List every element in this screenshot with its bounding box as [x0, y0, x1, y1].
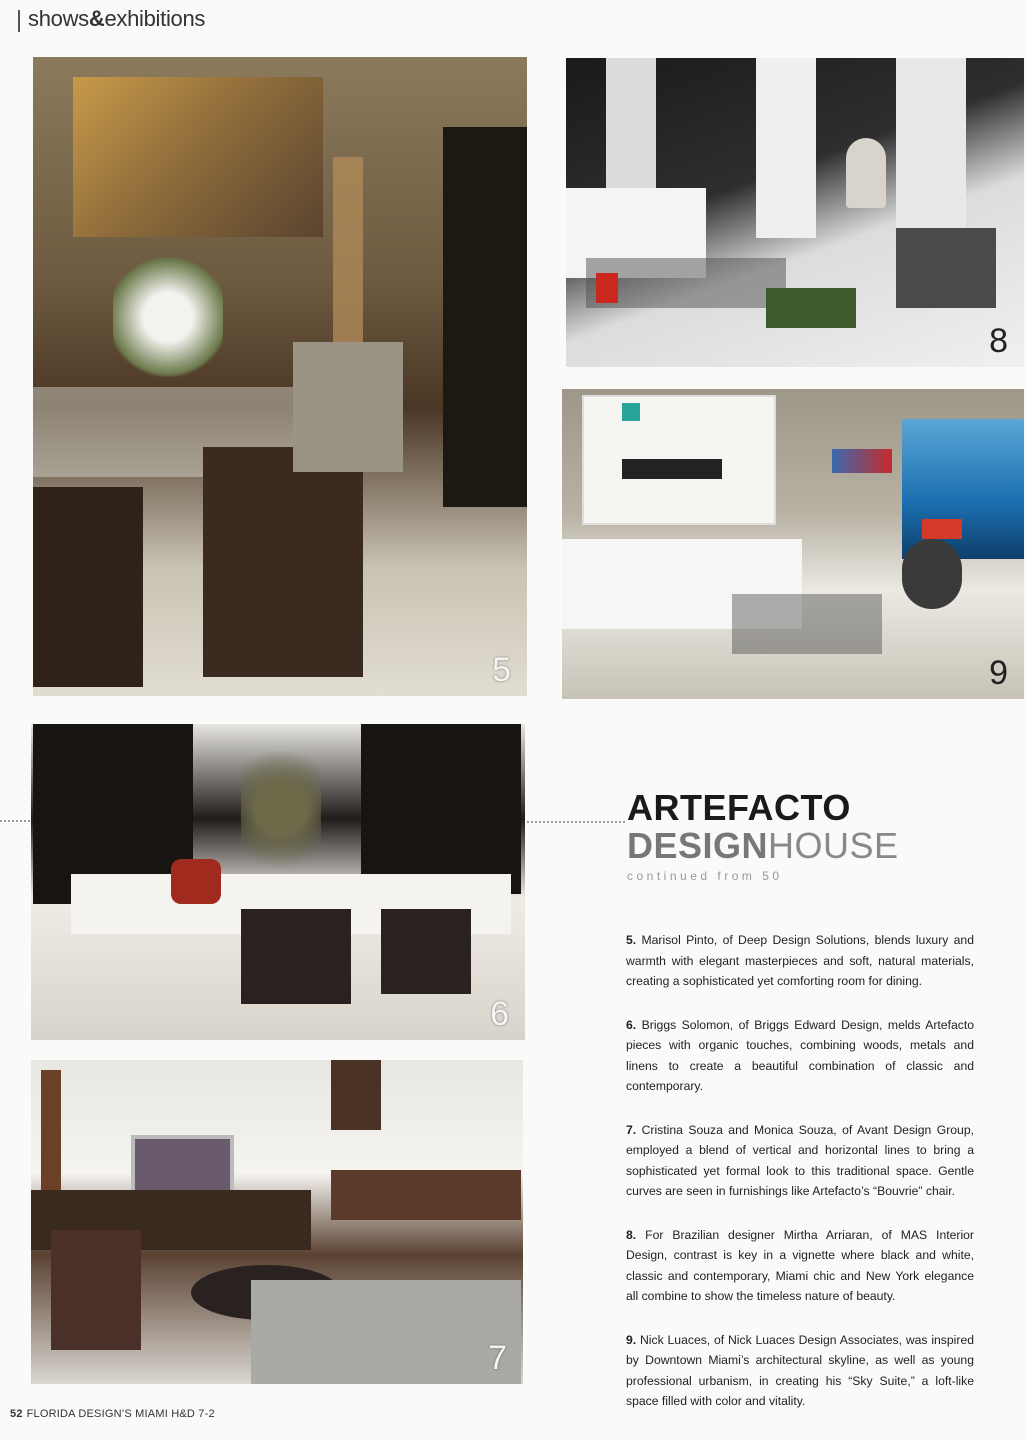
caption-9	[626, 1330, 974, 1412]
photo-number-5: 5	[492, 651, 511, 689]
flower-arrangement	[113, 257, 223, 377]
section-prefix: shows	[28, 6, 89, 31]
dining-chair-left	[33, 487, 143, 687]
caption-text: Marisol Pinto, of Deep Design Solutions, blends luxury and warmth with elegant masterpieces and soft, natural materials, creating a sophisticated yet comforting room for dining.	[626, 933, 974, 988]
article-headline	[627, 789, 899, 883]
leather-chair	[241, 909, 351, 1004]
page-footer	[10, 1408, 215, 1420]
upholstered-chair	[293, 342, 403, 472]
dining-chair	[203, 447, 363, 677]
continued-note: continued from 50	[627, 869, 783, 883]
skyline-window	[902, 419, 1024, 559]
mirror	[443, 127, 527, 507]
caption-text: For Brazilian designer Mirtha Arriaran, of MAS Interior Design, contrast is key in a vignette where black and white, classic and contemporary, Miami chic and New York elegance all combine to show the timeless nature of beauty.	[626, 1227, 974, 1303]
headline-subtitle	[627, 827, 899, 865]
gray-sofa	[251, 1280, 521, 1384]
painting	[73, 77, 323, 237]
photo-organic-living	[31, 724, 525, 1040]
caption-7	[626, 1120, 974, 1202]
photo-living-vignette	[566, 58, 1024, 367]
photo-dining-room	[33, 57, 527, 696]
brown-sofa	[331, 1170, 521, 1220]
section-suffix: exhibitions	[104, 6, 206, 31]
captions	[626, 930, 974, 1435]
wall-art	[331, 1060, 381, 1130]
red-book	[922, 519, 962, 539]
red-box	[596, 273, 618, 303]
section-tag	[28, 6, 205, 32]
wood-sculpture	[41, 1070, 61, 1190]
caption-number: 5.	[626, 933, 637, 947]
leather-chair	[381, 909, 471, 994]
caption-text: Cristina Souza and Monica Souza, of Avant Design Group, employed a blend of vertical and horizontal lines to bring a sophisticated yet formal look to this traditional space. Gentle curves are seen in furnishings like Artefacto’s “Bouvrie” chair.	[626, 1122, 974, 1198]
caption-number: 9.	[626, 1332, 637, 1347]
bouvrie-chair	[51, 1230, 141, 1350]
tree	[241, 734, 321, 884]
bust-sculpture	[846, 138, 886, 208]
wall-panel	[756, 58, 816, 238]
caption-number: 6.	[626, 1017, 637, 1032]
black-wall-panel	[361, 724, 521, 894]
photo-number-6: 6	[490, 995, 509, 1033]
glass-coffee-table	[732, 594, 882, 654]
wall-panel	[606, 58, 656, 208]
photo-traditional-space	[31, 1060, 523, 1384]
caption-number: 8.	[626, 1227, 637, 1242]
photo-number-7: 7	[488, 1339, 507, 1377]
caption-6	[626, 1015, 974, 1097]
pillow	[896, 228, 996, 308]
section-divider	[18, 10, 20, 32]
caption-number: 7.	[626, 1122, 637, 1137]
caption-5	[626, 930, 974, 992]
page-number: 52	[10, 1408, 23, 1420]
sculptural-chair	[902, 539, 962, 609]
caption-text: Nick Luaces, of Nick Luaces Design Associates, was inspired by Downtown Miami’s architectural skyline, as well as young professional urbanism, in creating his “Sky Suite,” a loft-like space filled with color and vitality.	[626, 1332, 974, 1408]
red-blue-art	[832, 449, 892, 473]
red-vase	[171, 859, 221, 904]
ink-stroke	[622, 459, 722, 479]
headline-subtitle-rest: HOUSE	[768, 825, 899, 866]
publication-name: FLORIDA DESIGN’S MIAMI H&D 7-2	[26, 1408, 215, 1420]
caption-8	[626, 1225, 974, 1307]
wall-panel	[896, 58, 966, 238]
caption-text: Briggs Solomon, of Briggs Edward Design, melds Artefacto pieces with organic touches, combining woods, metals and linens to create a beautiful combination of classic and contemporary.	[626, 1017, 975, 1093]
dotted-rule-left	[0, 820, 30, 822]
teal-square	[622, 403, 640, 421]
branch-sculpture	[333, 157, 363, 357]
photo-number-9: 9	[989, 654, 1008, 692]
photo-sky-suite	[562, 389, 1024, 699]
photo-number-8: 8	[989, 322, 1008, 360]
dotted-rule-right	[527, 821, 625, 823]
moss-tray	[766, 288, 856, 328]
headline-title: ARTEFACTO	[627, 787, 851, 828]
headline-subtitle-bold: DESIGN	[627, 825, 769, 866]
section-amp: &	[88, 6, 105, 31]
